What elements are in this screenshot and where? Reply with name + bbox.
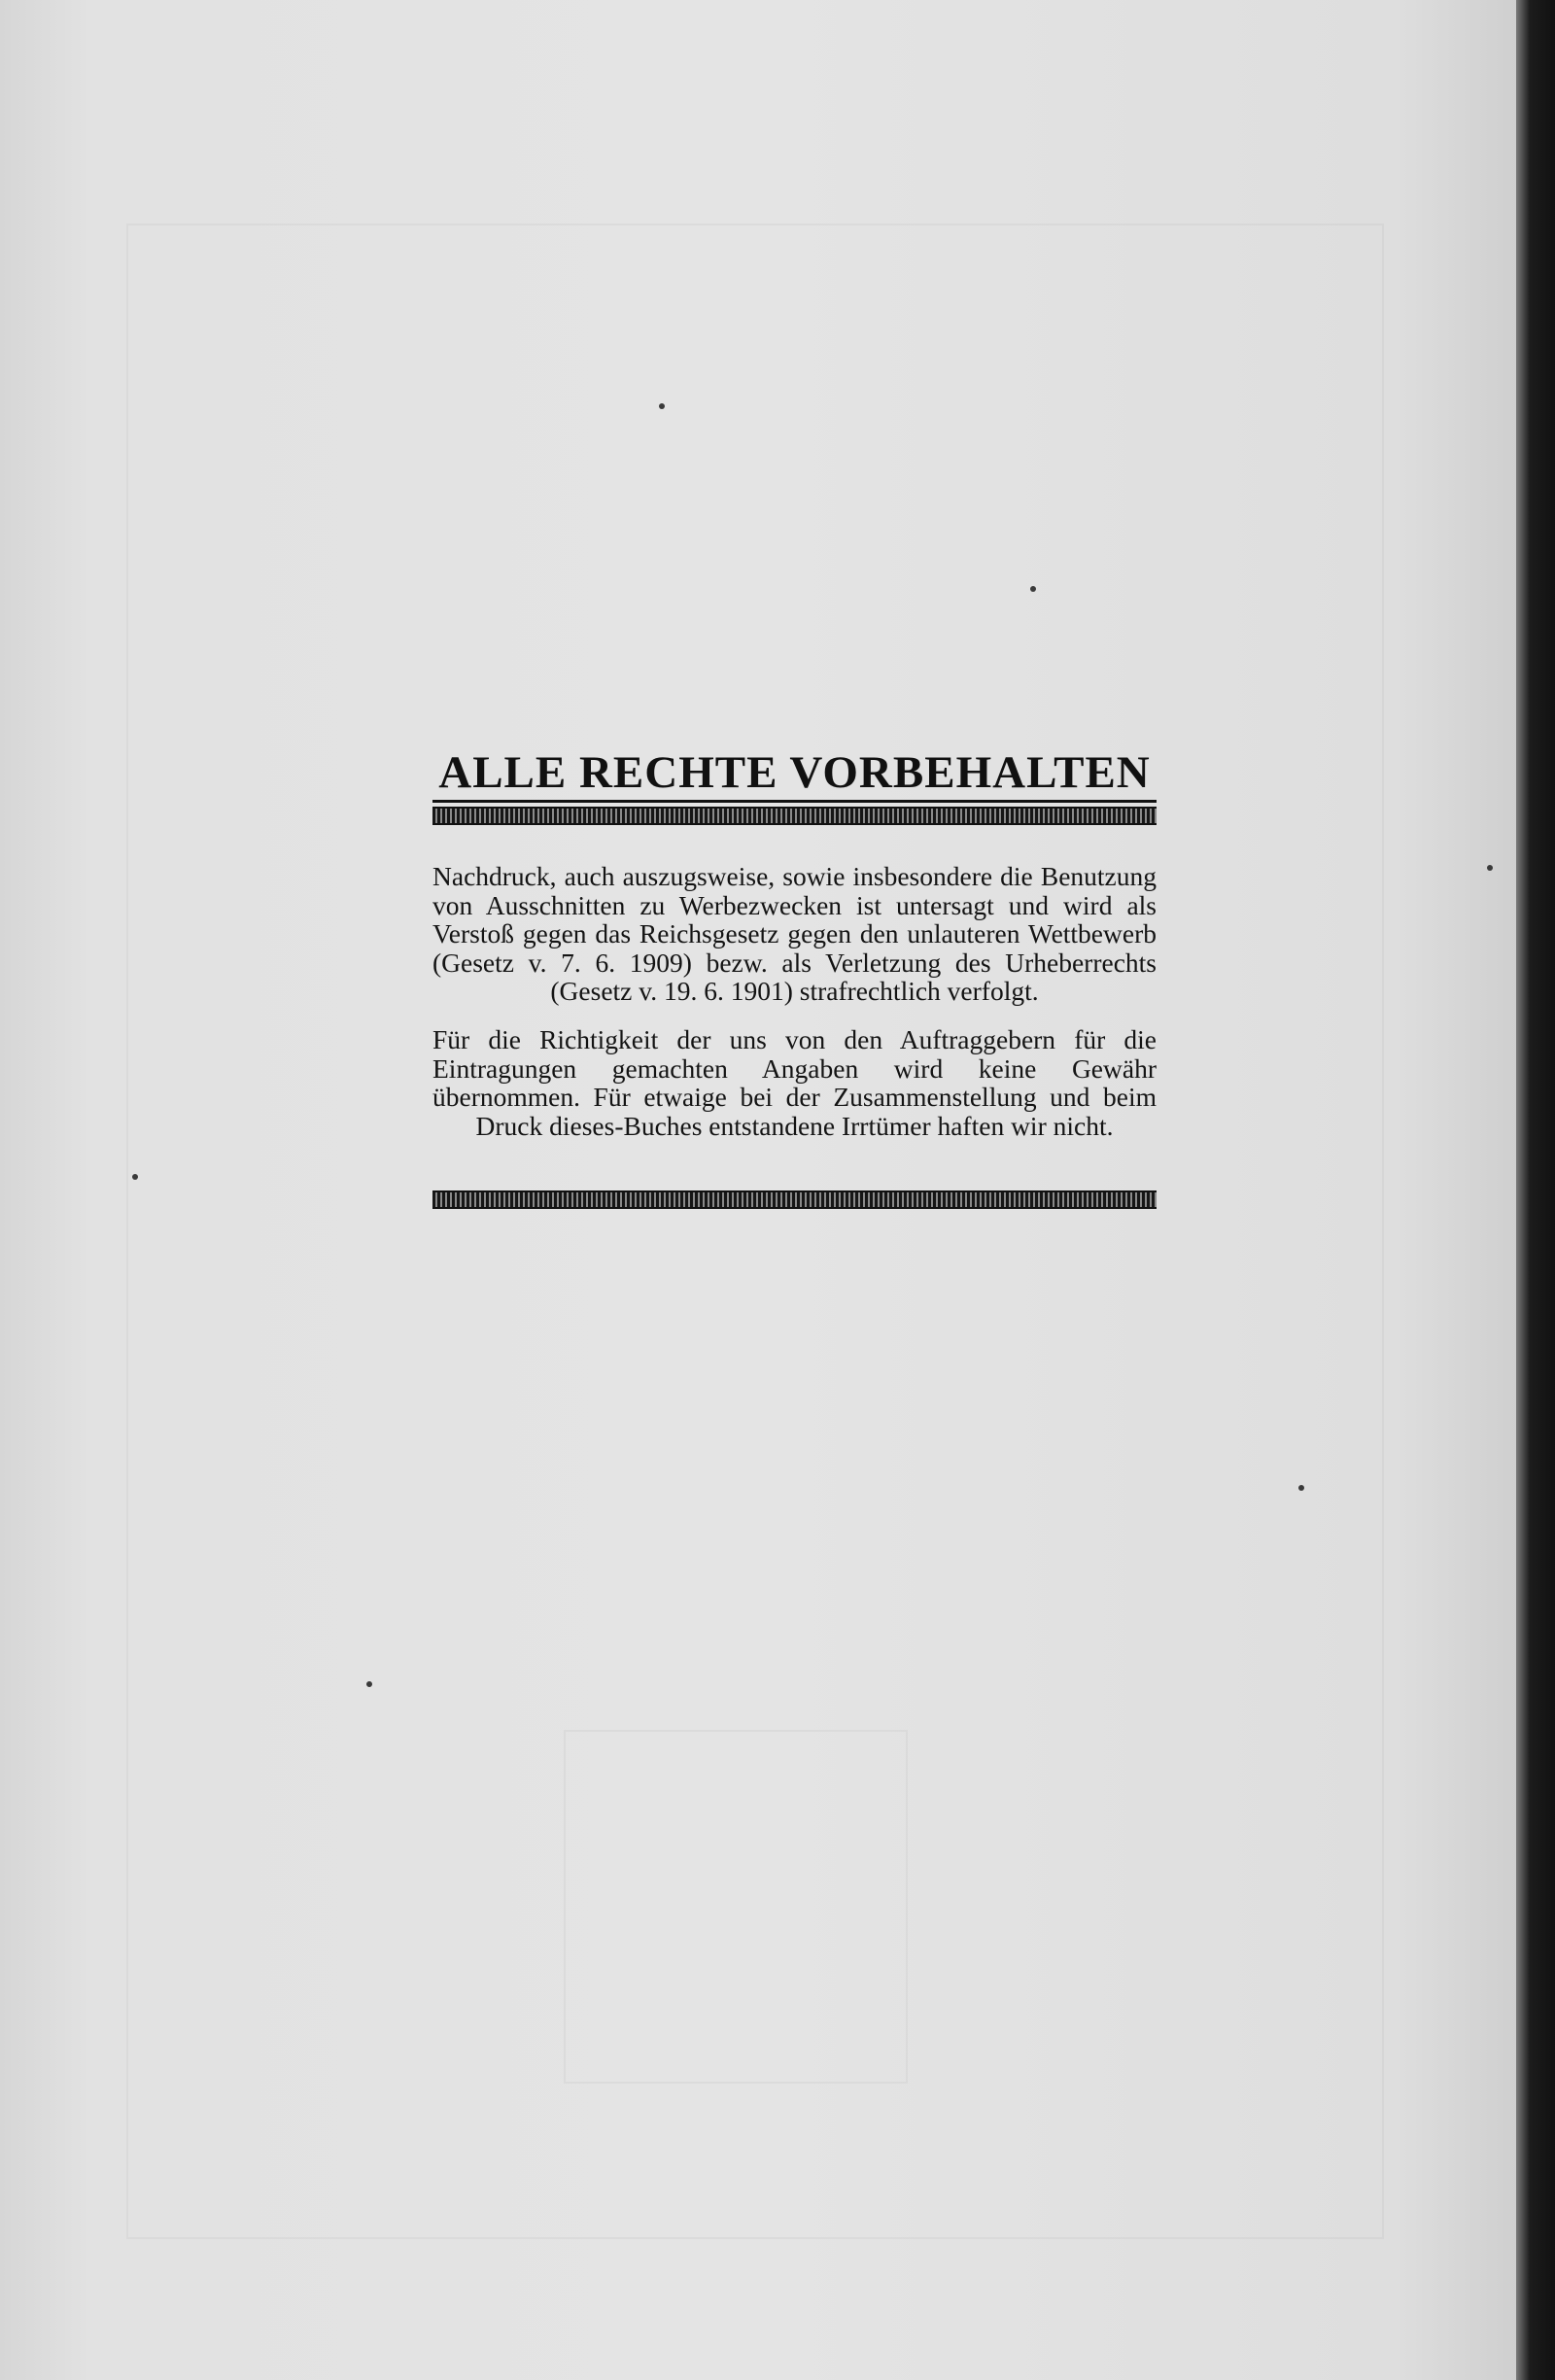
ink-speck: [1298, 1485, 1304, 1491]
ornamental-rule-bottom: [432, 1190, 1157, 1209]
notice-title: ALLE RECHTE VORBEHALTEN: [432, 750, 1157, 803]
ink-speck: [1030, 586, 1036, 592]
ink-speck: [659, 403, 665, 409]
notice-body: [432, 862, 1157, 1140]
liability-disclaimer-paragraph: Für die Richtigkeit der uns von den Auftraggebern für die Eintragungen gemachten Angaben wird keine Gewähr übernommen. Für etwaige bei der Zusammenstellung und beim Druck dieses-Buches entstandene Irrtümer haften wir nicht.: [432, 1023, 1157, 1141]
reprint-prohibition-paragraph: Nachdruck, auch auszugsweise, sowie insbesondere die Benutzung von Ausschnitten zu Werbezwecken ist untersagt und wird als Verstoß gegen das Reichsgesetz gegen den unlauteren Wettbewerb (Gesetz v. 7. 6. 1909) bezw. als Verletzung des Urheberrechts (Gesetz v. 19. 6. 1901) strafrechtlich verfolgt.: [432, 861, 1157, 1007]
page-edge-shadow: [1516, 0, 1555, 2380]
show-through-box: [564, 1730, 908, 2084]
ink-speck: [1487, 865, 1493, 871]
copyright-notice: [432, 747, 1157, 1209]
ink-speck: [366, 1681, 372, 1687]
ink-speck: [132, 1174, 138, 1180]
ornamental-rule-top: [432, 807, 1157, 825]
